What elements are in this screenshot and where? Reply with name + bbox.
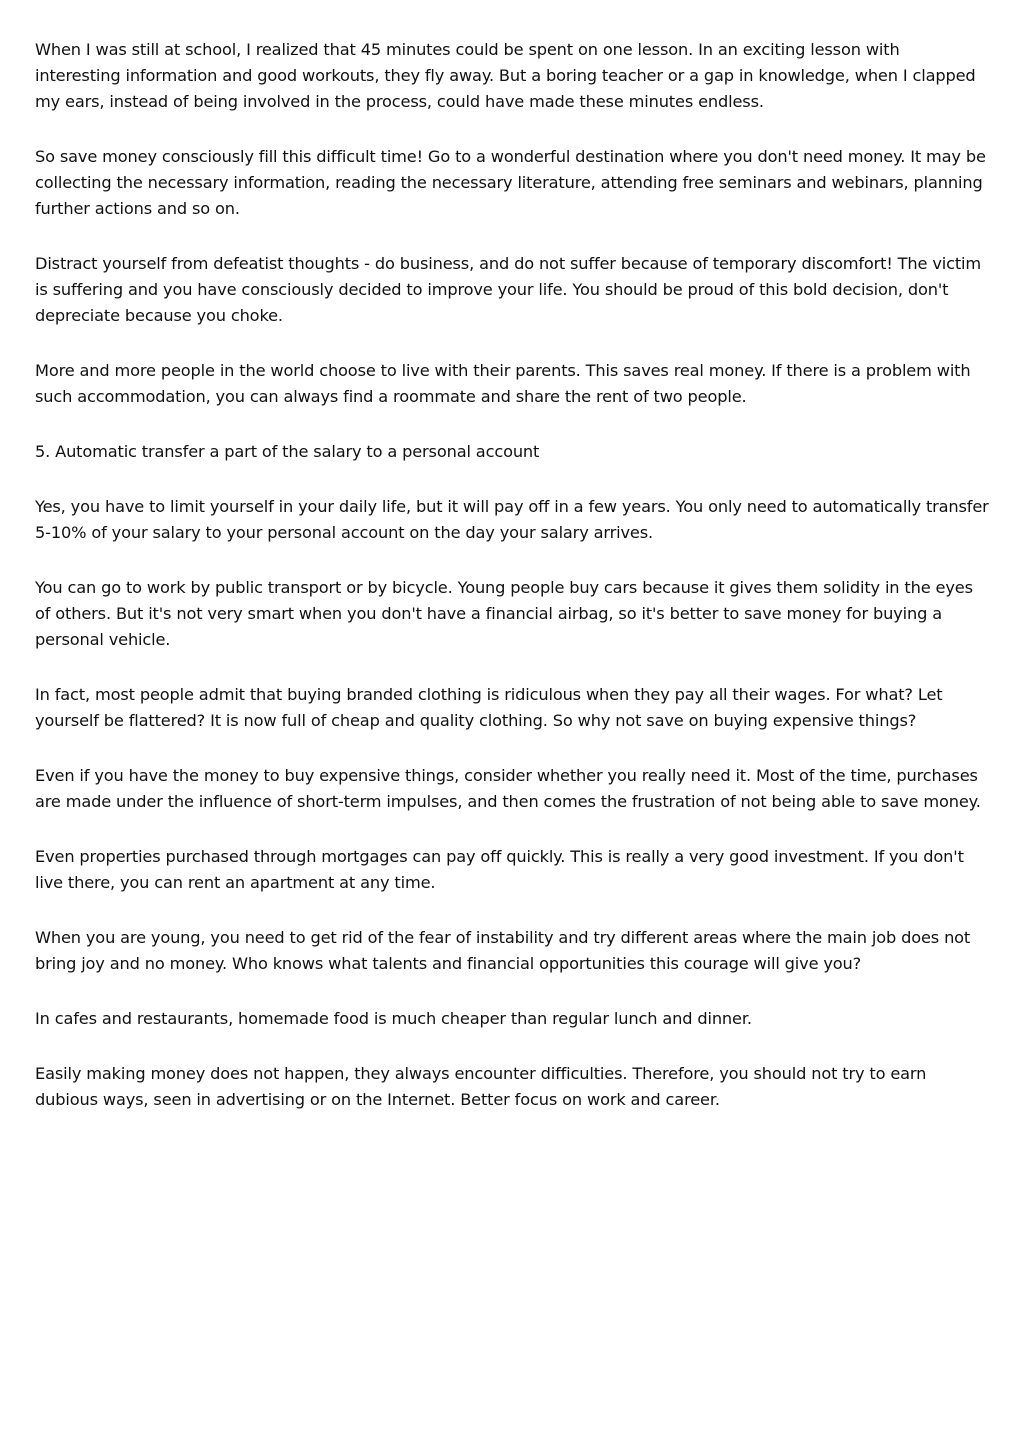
paragraph-10: Even properties purchased through mortgages can pay off quickly. This is really a very good investment. If you don't live there, you can rent an apartment at any time. — [35, 847, 964, 892]
section-heading: 5. Automatic transfer a part of the salary to a personal account — [35, 442, 540, 461]
document-body — [35, 37, 990, 1142]
paragraph-6: Yes, you have to limit yourself in your daily life, but it will pay off in a few years. You only need to automatically transfer 5-10% of your salary to your personal account on the day your salary arrives. — [35, 497, 989, 542]
paragraph-2: So save money consciously fill this difficult time! Go to a wonderful destination where you don't need money. It may be collecting the necessary information, reading the necessary literature, attending free seminars and webinars, planning further actions and so on. — [35, 147, 986, 218]
paragraph-3: Distract yourself from defeatist thoughts - do business, and do not suffer because of temporary discomfort! The victim is suffering and you have consciously decided to improve your life. You should be proud of this bold decision, don't depreciate because you choke. — [35, 254, 982, 325]
paragraph-11: When you are young, you need to get rid of the fear of instability and try different areas where the main job does not bring joy and no money. Who knows what talents and financial opportunities this courage will give you? — [35, 928, 971, 973]
paragraph-8: In fact, most people admit that buying branded clothing is ridiculous when they pay all their wages. For what? Let yourself be flattered? It is now full of cheap and quality clothing. So why not save on buying expensive things? — [35, 685, 943, 730]
paragraph-9: Even if you have the money to buy expensive things, consider whether you really need it. Most of the time, purchases are made under the influence of short-term impulses, and then comes the frustration of not being able to save money. — [35, 766, 981, 811]
paragraph-13: Easily making money does not happen, they always encounter difficulties. Therefore, you should not try to earn dubious ways, seen in advertising or on the Internet. Better focus on work and career. — [35, 1064, 927, 1109]
paragraph-12: In cafes and restaurants, homemade food is much cheaper than regular lunch and dinner. — [35, 1009, 752, 1028]
paragraph-7: You can go to work by public transport or by bicycle. Young people buy cars because it gives them solidity in the eyes of others. But it's not very smart when you don't have a financial airbag, so it's better to save money for buying a personal vehicle. — [35, 578, 973, 649]
paragraph-4: More and more people in the world choose to live with their parents. This saves real money. If there is a problem with such accommodation, you can always find a roommate and share the rent of two people. — [35, 361, 971, 406]
paragraph-1: When I was still at school, I realized that 45 minutes could be spent on one lesson. In an exciting lesson with interesting information and good workouts, they fly away. But a boring teacher or a gap in knowledge, when I clapped my ears, instead of being involved in the process, could have made these minutes endless. — [35, 40, 976, 111]
